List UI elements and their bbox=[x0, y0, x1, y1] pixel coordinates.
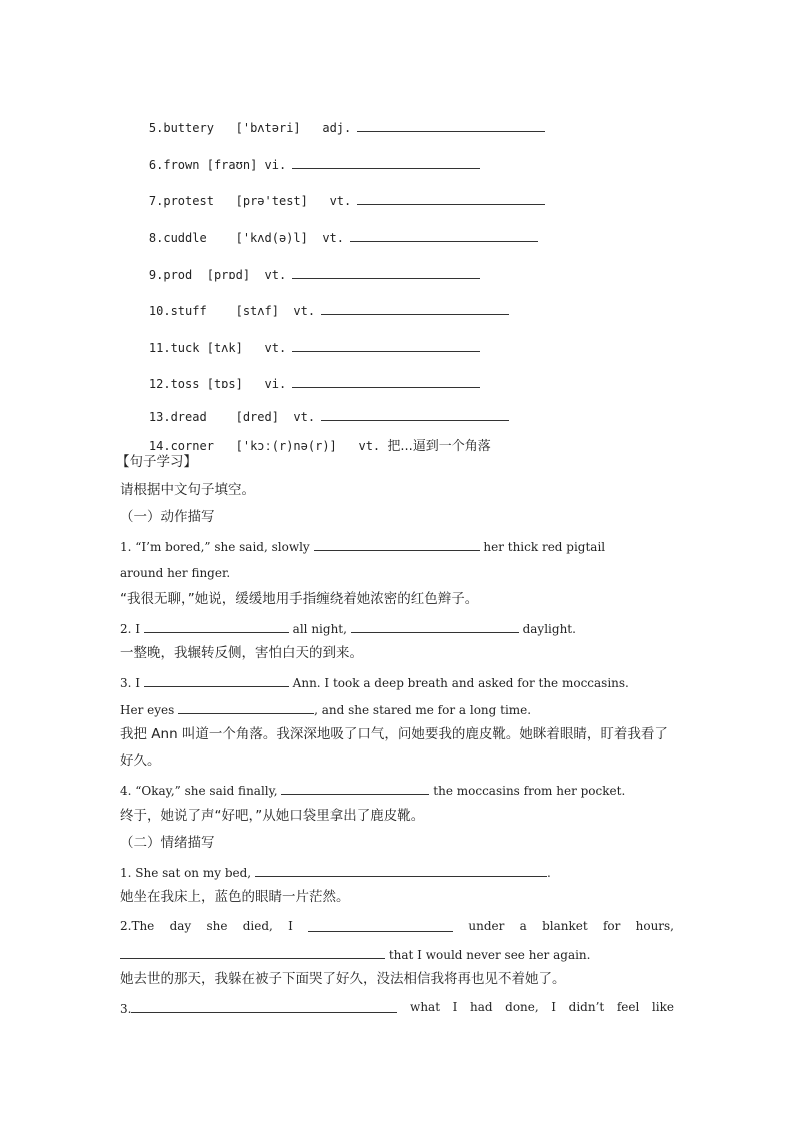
emotion-sentence-1: 1. She sat on my bed, . bbox=[120, 863, 551, 881]
vocab-word: 5.buttery bbox=[148, 121, 214, 135]
sentence-start: 3. bbox=[120, 999, 397, 1017]
vocab-pos: vt. bbox=[329, 194, 352, 208]
answer-blank[interactable] bbox=[131, 999, 397, 1013]
answer-blank[interactable] bbox=[321, 301, 509, 315]
vocab-word: 8.cuddle bbox=[148, 231, 207, 245]
vocab-pos: vt. bbox=[293, 410, 316, 424]
vocab-word: 11.tuck bbox=[148, 341, 200, 355]
answer-blank[interactable] bbox=[308, 918, 453, 932]
answer-blank[interactable] bbox=[350, 228, 538, 242]
vocab-word: 12.toss bbox=[148, 377, 200, 391]
sentence-1-cont: around her finger. bbox=[120, 566, 231, 580]
vocab-phonetic: ['kɔː(r)nə(r)] bbox=[235, 439, 337, 453]
sentence-4: 4. “Okay,” she said finally, the moccasins from her pocket. bbox=[120, 781, 625, 799]
vocab-pos: vt. bbox=[264, 341, 287, 355]
sentence-2-translation: 一整晚，我辗转反侧，害怕白天的到来。 bbox=[120, 645, 363, 661]
answer-blank[interactable] bbox=[351, 619, 519, 633]
answer-blank[interactable] bbox=[255, 863, 547, 877]
sentence-1-translation: “我很无聊，”她说，缓缓地用手指缠绕着她浓密的红色辫子。 bbox=[120, 591, 479, 607]
vocab-pos: vt. bbox=[264, 268, 287, 282]
answer-blank[interactable] bbox=[178, 700, 314, 714]
vocab-pos: adj. bbox=[322, 121, 352, 135]
vocab-phonetic: ['bʌtəri] bbox=[235, 121, 301, 135]
vocab-word: 9.prod bbox=[148, 268, 193, 282]
emotion-sentence-2-cont: that I would never see her again. bbox=[120, 945, 590, 963]
sentence-3-translation-cont: 好久。 bbox=[120, 753, 161, 769]
vocab-word: 13.dread bbox=[148, 410, 207, 424]
vocab-phonetic: [fraʊn] bbox=[206, 158, 258, 172]
answer-blank[interactable] bbox=[144, 619, 289, 633]
vocab-pos: vi. bbox=[264, 377, 287, 391]
answer-blank[interactable] bbox=[314, 537, 480, 551]
vocab-word: 6.frown bbox=[148, 158, 200, 172]
answer-blank[interactable] bbox=[120, 945, 385, 959]
vocab-phonetic: [stʌf] bbox=[235, 304, 279, 318]
vocab-meaning: 把...逼到一个角落 bbox=[387, 439, 491, 454]
emotion-sentence-2: 2.The day she died, I under a blanket for hours, bbox=[120, 919, 674, 933]
answer-blank[interactable] bbox=[281, 781, 429, 795]
vocab-word: 10.stuff bbox=[148, 304, 207, 318]
answer-blank[interactable] bbox=[292, 155, 480, 169]
section-title: 【句子学习】 bbox=[116, 454, 197, 470]
vocab-phonetic: ['kʌd(ə)l] bbox=[235, 231, 308, 245]
vocab-pos: vt. bbox=[322, 231, 344, 245]
answer-blank[interactable] bbox=[292, 338, 480, 352]
sentence-1: 1. “I’m bored,” she said, slowly her thick red pigtail bbox=[120, 537, 605, 555]
vocab-pos: vi. bbox=[264, 158, 287, 172]
vocab-phonetic: [prɒd] bbox=[206, 268, 251, 282]
vocab-word: 7.protest bbox=[148, 194, 214, 208]
vocab-word: 14.corner bbox=[148, 439, 214, 453]
sentence-3-cont: Her eyes , and she stared me for a long time. bbox=[120, 700, 531, 718]
sentence-4-translation: 终于，她说了声“好吧，”从她口袋里拿出了鹿皮靴。 bbox=[120, 808, 425, 824]
vocab-pos: vt. bbox=[358, 439, 381, 453]
emotion-sentence-1-translation: 她坐在我床上，蓝色的眼睛一片茫然。 bbox=[120, 889, 350, 905]
answer-blank[interactable] bbox=[357, 118, 545, 132]
answer-blank[interactable] bbox=[292, 265, 480, 279]
emotion-sentence-3: 3. what I had done, I didn’t feel like bbox=[120, 1000, 674, 1016]
vocab-phonetic: [tɒs] bbox=[206, 377, 243, 391]
answer-blank[interactable] bbox=[292, 374, 480, 388]
part-title-emotions: （二）情绪描写 bbox=[120, 835, 215, 851]
vocab-phonetic: [prə'test] bbox=[235, 194, 308, 208]
sentence-2: 2. I all night, daylight. bbox=[120, 619, 576, 637]
part-title-actions: （一）动作描写 bbox=[120, 509, 215, 525]
answer-blank[interactable] bbox=[144, 673, 289, 687]
sentence-3-translation: 我把 Ann 叫道一个角落。我深深地吸了口气，问她要我的鹿皮靴。她眯着眼睛，盯着我看了 bbox=[120, 726, 668, 742]
vocab-pos: vt. bbox=[293, 304, 316, 318]
emotion-sentence-2-translation: 她去世的那天，我躲在被子下面哭了好久，没法相信我将再也见不着她了。 bbox=[120, 971, 566, 987]
instruction-text: 请根据中文句子填空。 bbox=[120, 482, 255, 498]
answer-blank[interactable] bbox=[321, 407, 509, 421]
vocab-phonetic: [dred] bbox=[235, 410, 279, 424]
vocab-phonetic: [tʌk] bbox=[206, 341, 243, 355]
answer-blank[interactable] bbox=[357, 191, 545, 205]
sentence-3: 3. I Ann. I took a deep breath and asked for the moccasins. bbox=[120, 673, 629, 691]
